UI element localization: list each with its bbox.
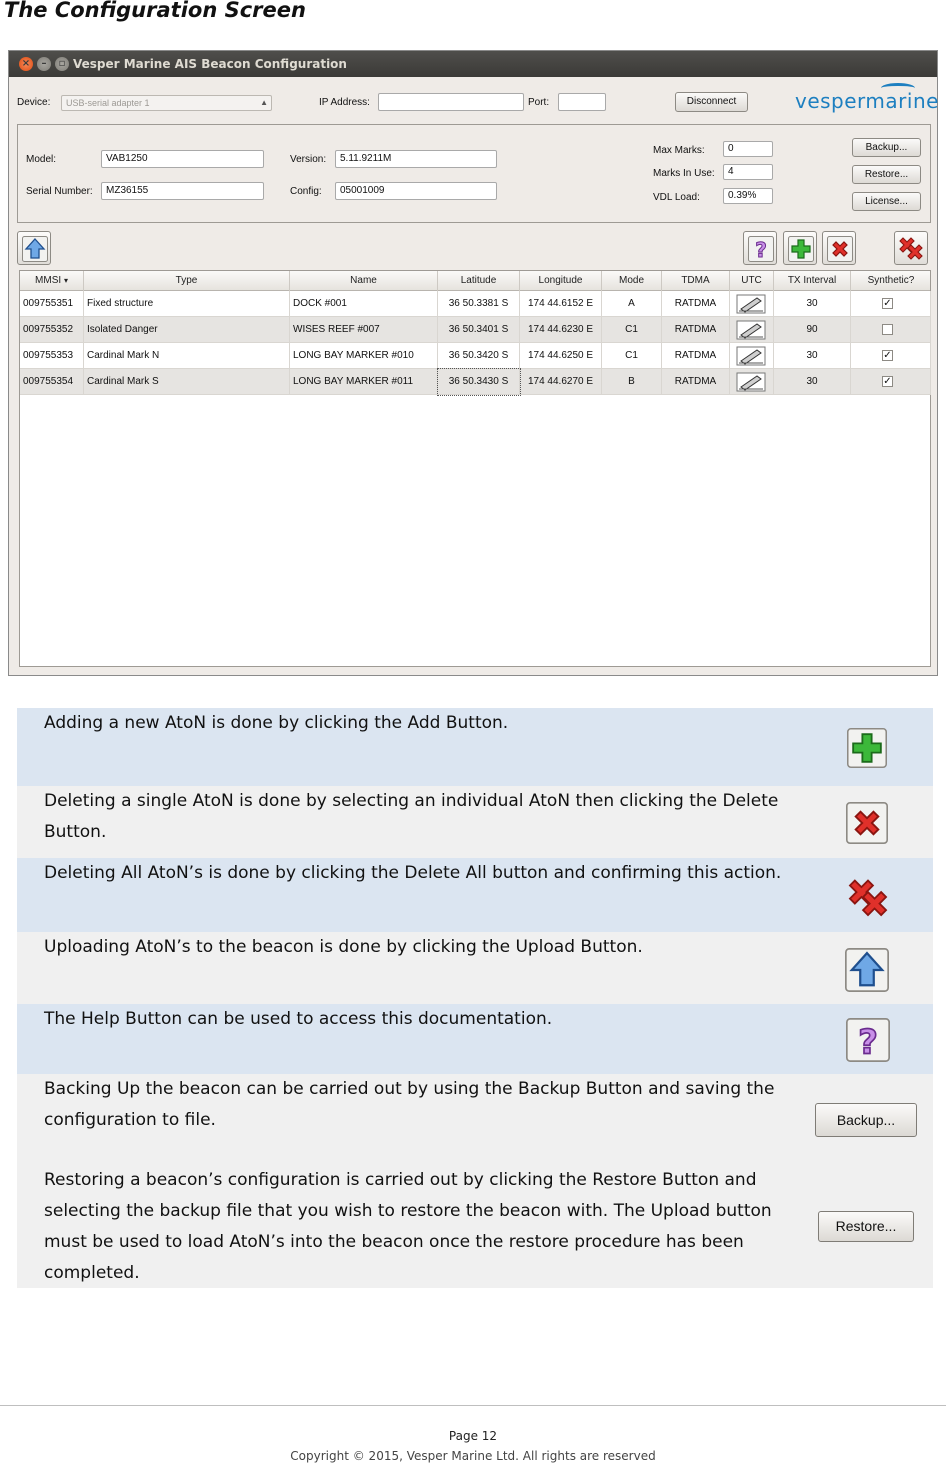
vesper-marine-logo (795, 89, 939, 113)
cell-tdma: RATDMA (662, 343, 730, 369)
model-field: VAB1250 (101, 150, 264, 168)
ip-address-label: IP Address: (319, 97, 370, 108)
window-minimize-icon[interactable]: – (37, 57, 51, 71)
vdl-load-label: VDL Load: (653, 192, 700, 203)
page-number: Page 12 (448, 1429, 498, 1443)
table-row[interactable] (20, 343, 930, 369)
delete-all-button[interactable] (894, 231, 928, 265)
brand-logo-text: vespermarine (795, 89, 939, 113)
column-header-longitude[interactable]: Longitude (520, 271, 602, 291)
copyright-notice: Copyright © 2015, Vesper Marine Ltd. All rights are reserved (290, 1449, 656, 1463)
add-explanation-row (17, 708, 933, 786)
upload-arrow-icon (845, 948, 889, 992)
cell-tdma: RATDMA (662, 317, 730, 343)
window-titlebar (9, 51, 937, 77)
device-label: Device: (17, 97, 51, 108)
delete-all-explanation-text: Deleting All AtoN’s is done by clicking the Delete All button and confirming this action. (44, 863, 782, 883)
device-select[interactable] (61, 95, 272, 111)
model-label: Model: (26, 154, 57, 165)
app-window (8, 50, 938, 676)
window-close-icon[interactable]: × (19, 57, 33, 71)
table-row[interactable] (20, 291, 930, 317)
cell-tdma: RATDMA (662, 291, 730, 317)
license-button[interactable]: License... (852, 192, 921, 211)
window-maximize-icon[interactable]: ▫ (55, 57, 69, 71)
table-row[interactable] (20, 317, 930, 343)
port-input[interactable] (558, 93, 606, 111)
cell-name: LONG BAY MARKER #010 (290, 343, 438, 369)
backup-button-illustration: Backup... (815, 1103, 917, 1137)
device-select-value: USB-serial adapter 1 (66, 98, 150, 108)
utc-edit-icon (736, 320, 766, 340)
ip-address-input[interactable] (378, 93, 524, 111)
cell-tx: 30 (774, 291, 851, 317)
column-header-type[interactable]: Type (84, 271, 290, 291)
config-label: Config: (290, 186, 322, 197)
cell-type: Fixed structure (84, 291, 290, 317)
cell-name: DOCK #001 (290, 291, 438, 317)
cell-utc[interactable] (730, 343, 774, 369)
help-button[interactable] (743, 231, 777, 265)
add-button[interactable] (783, 231, 817, 265)
beacon-info-panel (17, 124, 931, 223)
upload-button[interactable] (17, 231, 51, 265)
cell-synthetic[interactable] (851, 291, 931, 317)
help-explanation-row (17, 1004, 933, 1074)
cell-type: Cardinal Mark N (84, 343, 290, 369)
marks-in-use-field: 4 (723, 164, 773, 180)
aton-table (19, 270, 931, 667)
help-question-icon (845, 1018, 891, 1062)
cell-mmsi: 009755351 (20, 291, 84, 317)
help-question-icon (748, 236, 774, 262)
column-header-tdma[interactable]: TDMA (662, 271, 730, 291)
delete-explanation-row (17, 786, 933, 858)
config-field: 05001009 (335, 182, 497, 200)
add-plus-icon (788, 236, 814, 262)
table-row[interactable] (20, 369, 930, 395)
version-field: 5.11.9211M (335, 150, 497, 168)
synthetic-checkbox[interactable]: ✓ (883, 350, 892, 361)
upload-arrow-icon (22, 236, 48, 262)
column-header-tx-interval[interactable]: TX Interval (774, 271, 851, 291)
serial-number-field: MZ36155 (101, 182, 264, 200)
column-header-name[interactable]: Name (290, 271, 438, 291)
column-header-synthetic[interactable]: Synthetic? (867, 275, 915, 286)
help-explanation-text: The Help Button can be used to access this documentation. (44, 1009, 553, 1029)
column-header-utc[interactable]: UTC (730, 271, 774, 291)
serial-number-label: Serial Number: (26, 186, 93, 197)
synthetic-checkbox[interactable] (882, 324, 893, 335)
utc-edit-icon (736, 372, 766, 392)
delete-x-icon (845, 802, 889, 844)
cell-utc[interactable] (730, 369, 774, 395)
cell-utc[interactable] (730, 317, 774, 343)
cell-type: Cardinal Mark S (84, 369, 290, 395)
cell-mmsi: 009755353 (20, 343, 84, 369)
upload-explanation-row (17, 932, 933, 1004)
column-header-latitude[interactable]: Latitude (438, 271, 520, 291)
backup-restore-explanation-row (17, 1074, 933, 1288)
cell-lon: 174 44.6152 E (520, 291, 602, 317)
cell-tx: 30 (774, 369, 851, 395)
cell-mode: B (602, 369, 662, 395)
cell-name: LONG BAY MARKER #011 (290, 369, 438, 395)
max-marks-field: 0 (723, 141, 773, 157)
cell-lon: 174 44.6230 E (520, 317, 602, 343)
utc-edit-icon (736, 294, 766, 314)
spin-arrows-icon: ▲ (260, 98, 268, 107)
cell-name: WISES REEF #007 (290, 317, 438, 343)
synthetic-checkbox[interactable]: ✓ (883, 376, 892, 387)
delete-all-x-icon (845, 874, 891, 920)
cell-utc[interactable] (730, 291, 774, 317)
cell-mmsi: 009755352 (20, 317, 84, 343)
cell-lon: 174 44.6270 E (520, 369, 602, 395)
cell-mode: A (602, 291, 662, 317)
restore-button[interactable]: Restore... (852, 165, 921, 184)
cell-lat: 36 50.3430 S (438, 369, 520, 395)
table-header (20, 271, 930, 291)
cell-mode: C1 (602, 343, 662, 369)
cell-synthetic[interactable] (851, 343, 931, 369)
version-label: Version: (290, 154, 327, 165)
cell-lat: 36 50.3401 S (438, 317, 520, 343)
cell-synthetic[interactable] (851, 369, 931, 395)
column-header-mode[interactable]: Mode (602, 271, 662, 291)
sort-chevron-icon: ▾ (63, 276, 68, 285)
cell-mode: C1 (602, 317, 662, 343)
max-marks-label: Max Marks: (653, 145, 705, 156)
delete-explanation-text: Deleting a single AtoN is done by selecting an individual AtoN then clicking the Delete Button. (44, 791, 779, 842)
utc-edit-icon (736, 346, 766, 366)
delete-button[interactable] (822, 231, 856, 265)
cell-mmsi: 009755354 (20, 369, 84, 395)
cell-tx: 30 (774, 343, 851, 369)
cell-synthetic[interactable] (851, 317, 931, 343)
backup-explanation-text: Backing Up the beacon can be carried out by using the Backup Button and saving the configuration to file. (44, 1079, 775, 1130)
cell-type: Isolated Danger (84, 317, 290, 343)
cell-lat: 36 50.3381 S (438, 291, 520, 317)
footer-divider (0, 1405, 946, 1406)
window-title: Vesper Marine AIS Beacon Configuration (73, 57, 347, 71)
cell-lon: 174 44.6250 E (520, 343, 602, 369)
marks-in-use-label: Marks In Use: (653, 168, 715, 179)
disconnect-button[interactable]: Disconnect (675, 92, 748, 112)
port-label: Port: (528, 97, 550, 108)
upload-explanation-text: Uploading AtoN’s to the beacon is done by clicking the Upload Button. (44, 937, 643, 957)
cell-tx: 90 (774, 317, 851, 343)
backup-button[interactable]: Backup... (852, 138, 921, 157)
delete-x-icon (827, 236, 853, 262)
add-explanation-text: Adding a new AtoN is done by clicking the Add Button. (44, 713, 509, 733)
add-plus-icon (845, 728, 889, 768)
delete-all-x-icon (897, 234, 925, 262)
vdl-load-field: 0.39% (723, 188, 773, 204)
restore-explanation-text: Restoring a beacon’s configuration is carried out by clicking the Restore Button and selecting the backup file that you wish to restore the beacon with. The Upload button must be used to load AtoN’s into the beacon once the restore procedure has been completed. (44, 1170, 772, 1283)
restore-button-illustration: Restore... (818, 1211, 914, 1242)
section-heading: The Configuration Screen (4, 0, 306, 22)
logo-swoosh-icon (881, 83, 915, 93)
cell-lat: 36 50.3420 S (438, 343, 520, 369)
cell-tdma: RATDMA (662, 369, 730, 395)
synthetic-checkbox[interactable]: ✓ (883, 298, 892, 309)
delete-all-explanation-row (17, 858, 933, 932)
column-header-mmsi[interactable]: MMSI ▾ (20, 271, 84, 291)
